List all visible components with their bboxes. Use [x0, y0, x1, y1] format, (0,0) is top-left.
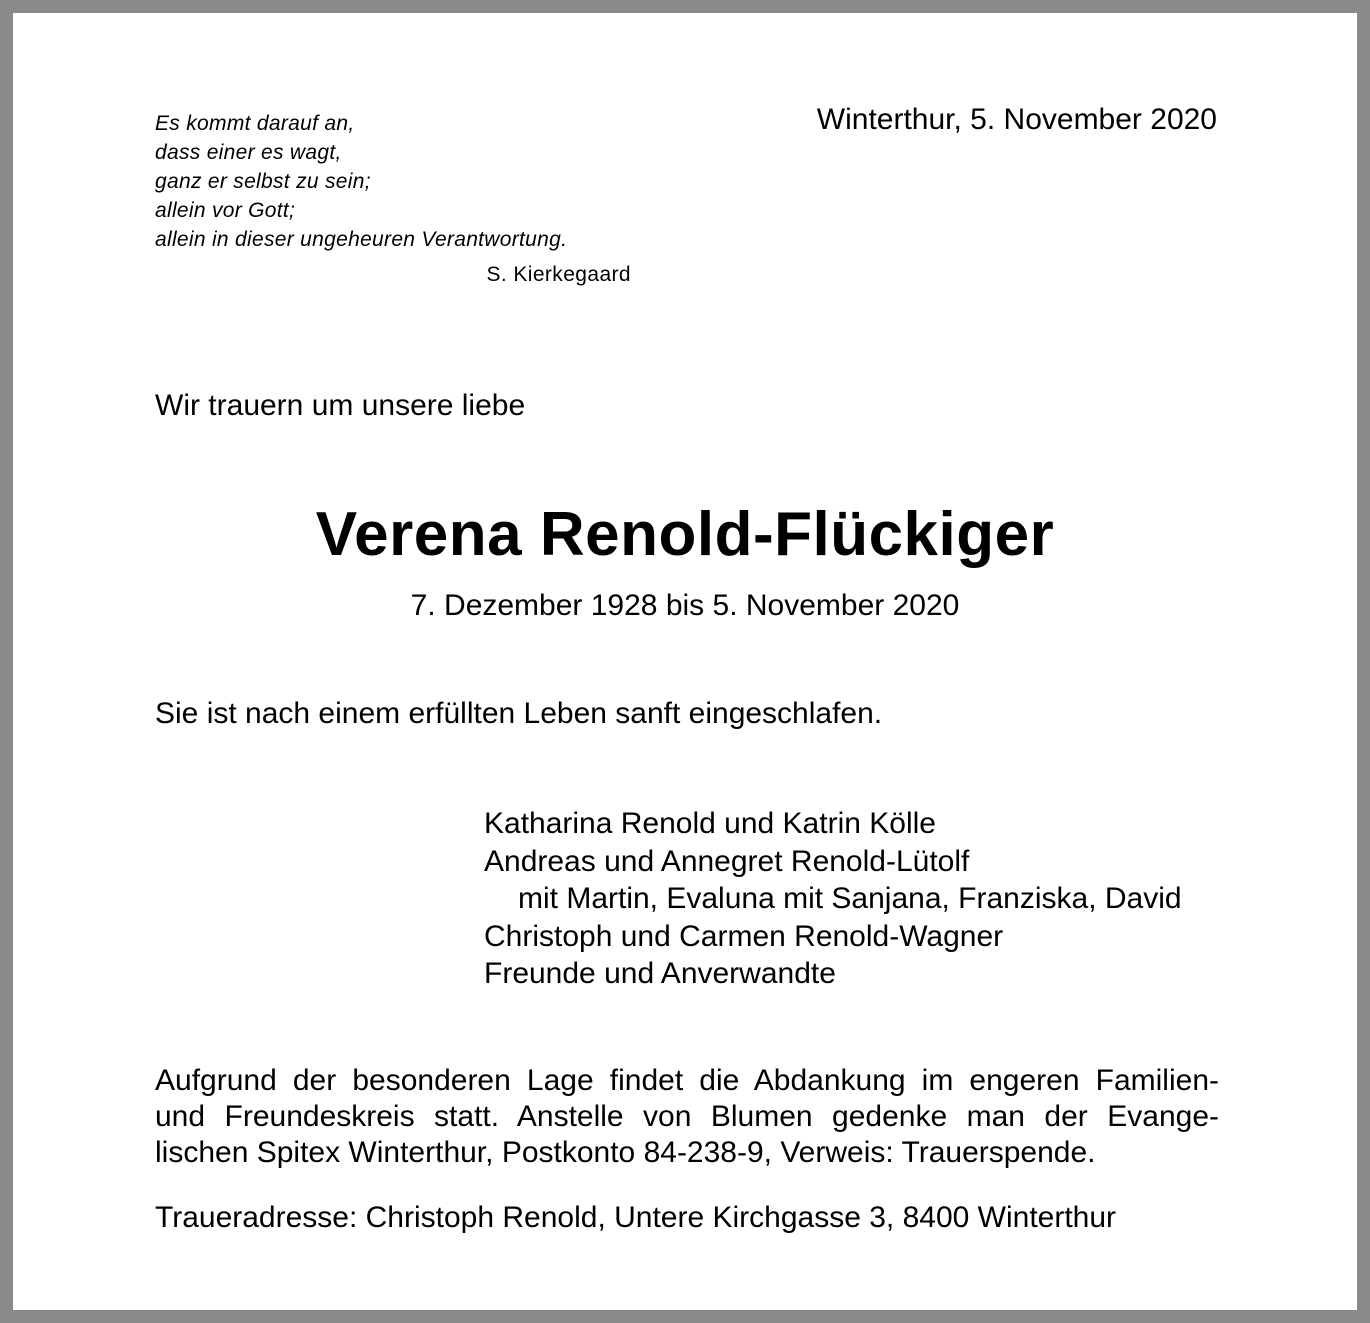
mourner-line: Freunde und Anverwandte — [484, 957, 836, 990]
quote-line: allein in dieser ungeheuren Verantwortung. — [155, 228, 568, 251]
place-date: Winterthur, 5. November 2020 — [816, 103, 1217, 136]
mourner-line: Katharina Renold und Katrin Kölle — [484, 807, 936, 840]
quote-author: S. Kierkegaard — [486, 263, 631, 286]
notice-line: und Freundeskreis statt. Anstelle von Blumen gedenke man der Evange- — [155, 1100, 1219, 1133]
quote-line: allein vor Gott; — [155, 199, 296, 222]
life-dates: 7. Dezember 1928 bis 5. November 2020 — [410, 589, 960, 622]
quote-line: Es kommt darauf an, — [155, 112, 355, 135]
deceased-name: Verena Renold-Flückiger — [315, 500, 1055, 569]
passing-sentence: Sie ist nach einem erfüllten Leben sanft eingeschlafen. — [155, 697, 883, 730]
mourner-line: mit Martin, Evaluna mit Sanjana, Franziska, David — [518, 882, 1182, 915]
quote-line: dass einer es wagt, — [155, 141, 342, 164]
mourning-address: Traueradresse: Christoph Renold, Untere Kirchgasse 3, 8400 Winterthur — [155, 1201, 1117, 1234]
quote-line: ganz er selbst zu sein; — [155, 170, 371, 193]
intro-text: Wir trauern um unsere liebe — [155, 389, 526, 422]
mourner-line: Christoph und Carmen Renold-Wagner — [484, 919, 1004, 953]
mourners-list — [484, 805, 1182, 993]
kierkegaard-quote — [155, 109, 635, 254]
notice-line: Aufgrund der besonderen Lage findet die Abdankung im engeren Familien- — [155, 1064, 1219, 1097]
obituary-page — [13, 13, 1357, 1310]
notice-line: lischen Spitex Winterthur, Postkonto 84-238-9, Verweis: Trauerspende. — [155, 1136, 1096, 1169]
funeral-notice — [155, 1063, 1219, 1171]
mourner-line: Andreas und Annegret Renold-Lütolf — [484, 844, 970, 878]
